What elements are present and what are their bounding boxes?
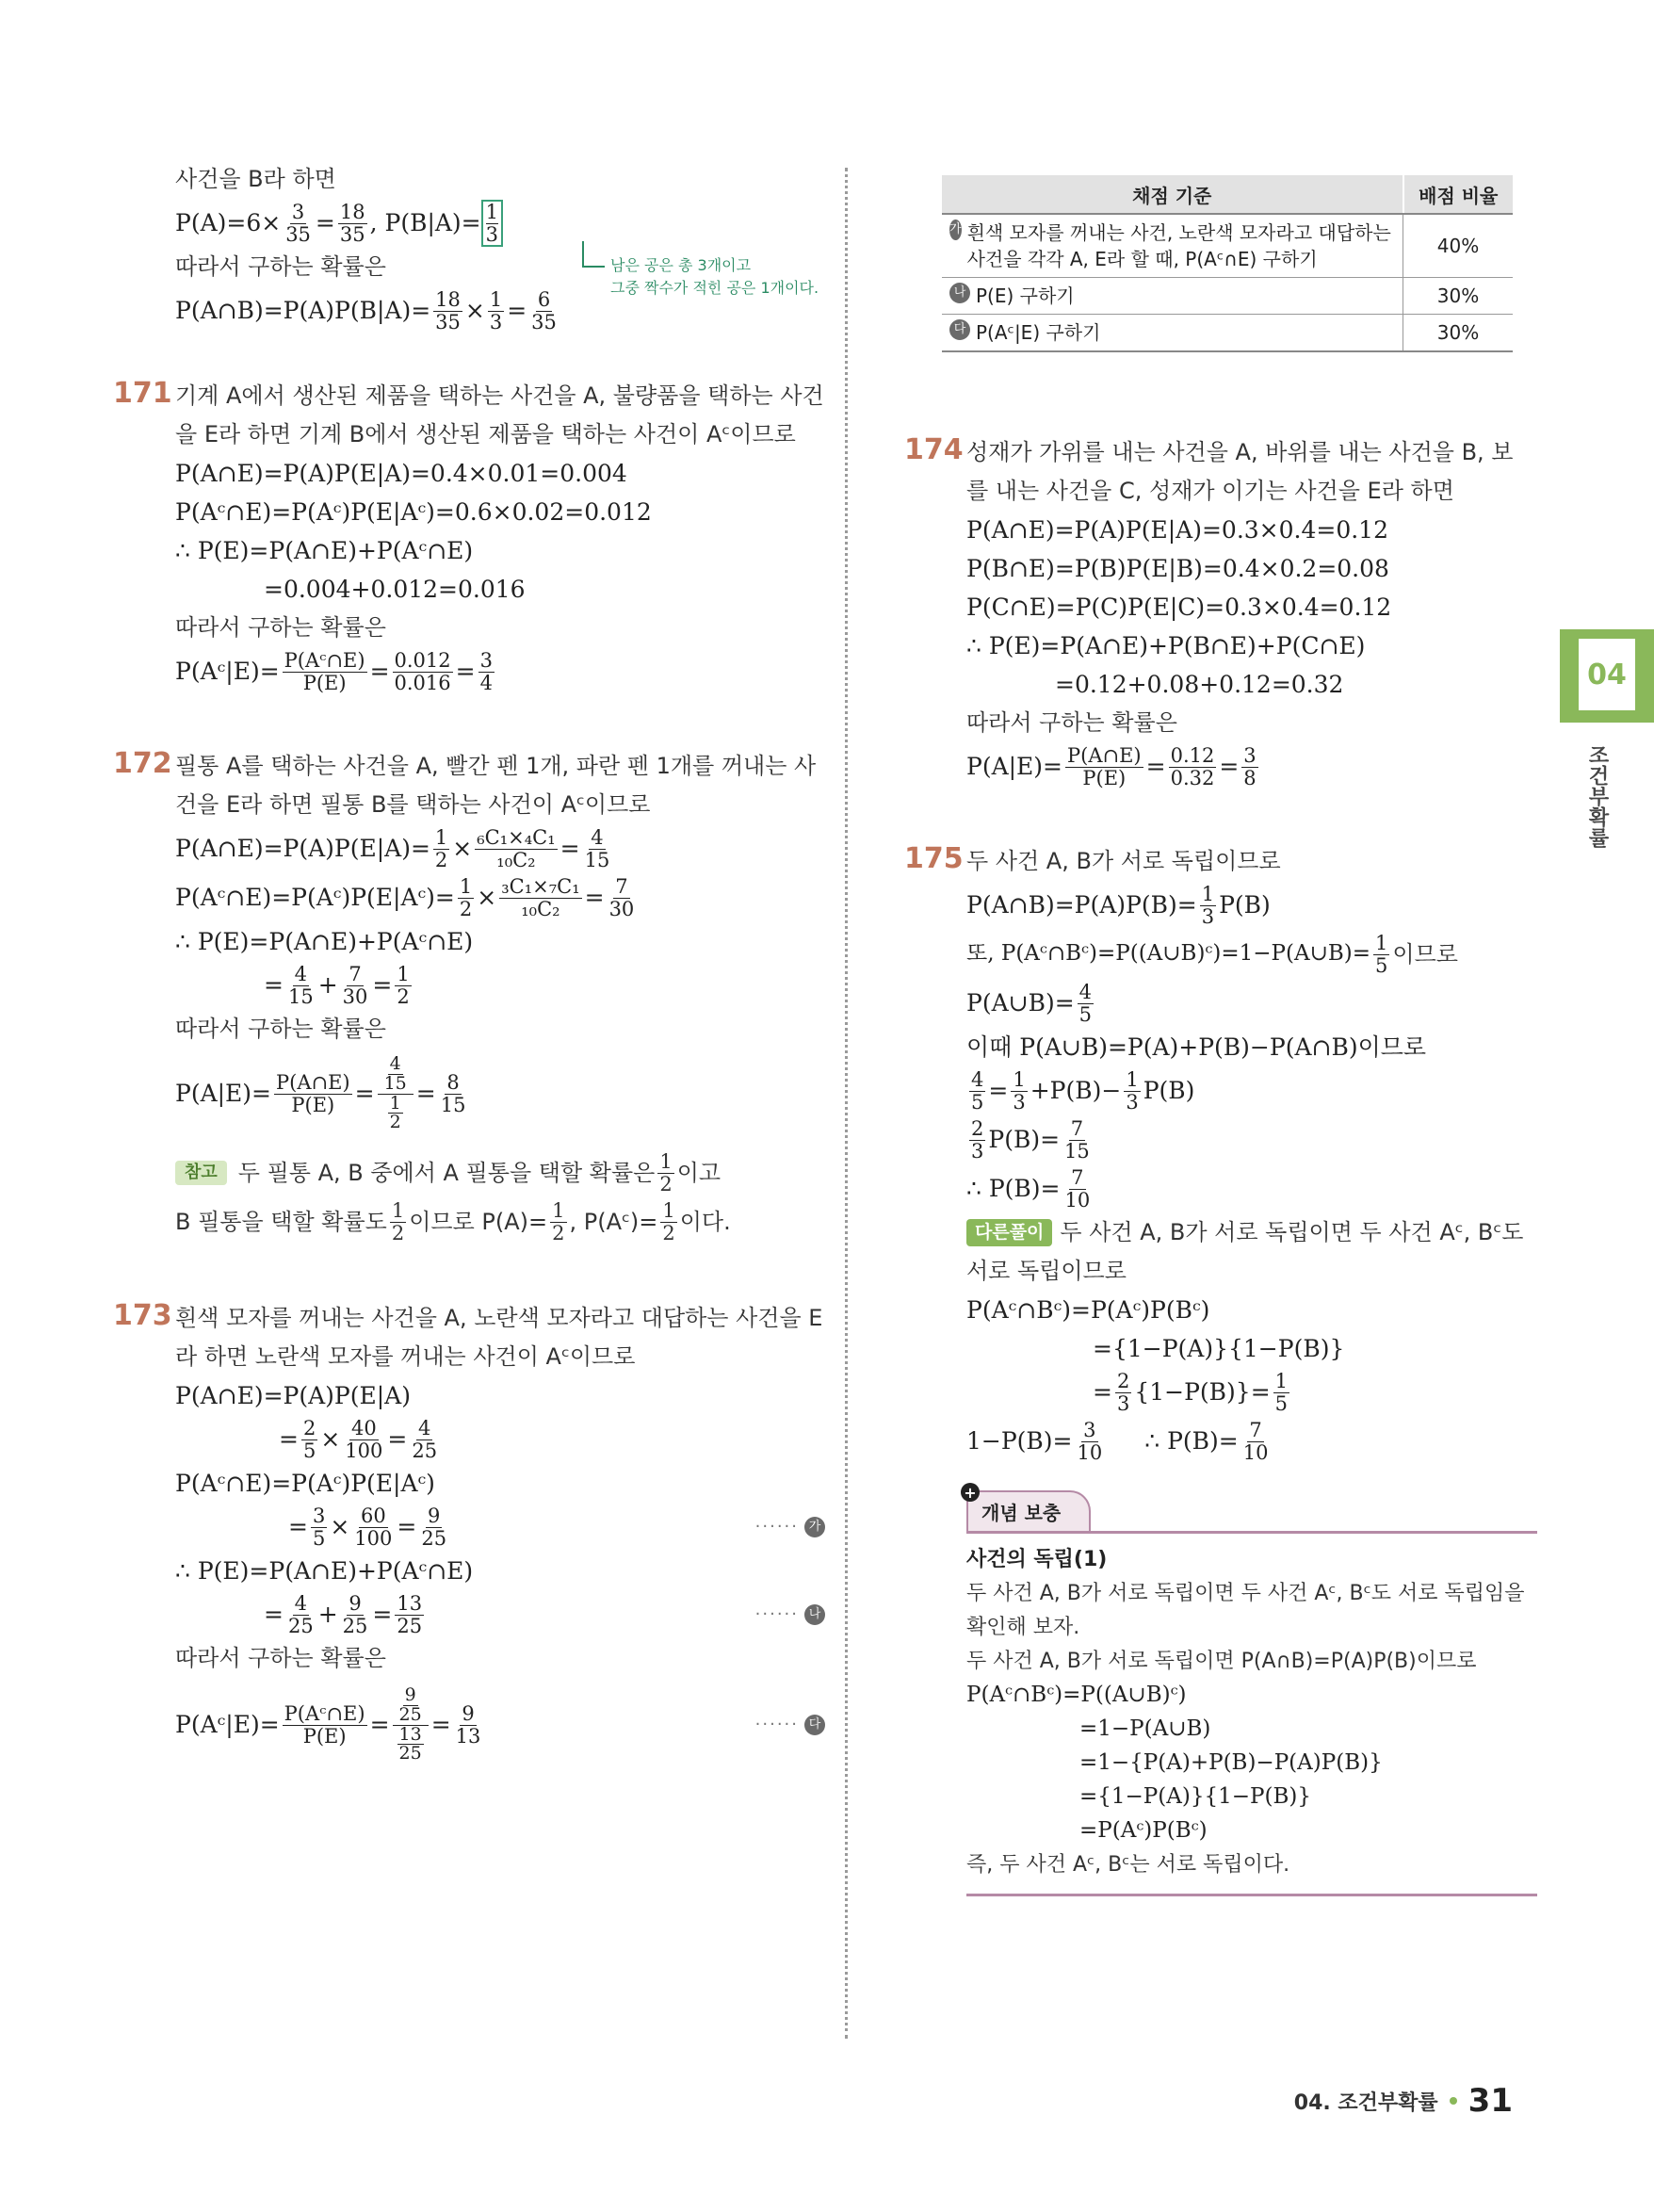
math-line: P(A|E)= $\frac{P(A\cap E)}{P(E)}$ = $\frac{\frac{4}{15}}{\frac{1}{2}}$ = $\frac{8}{15}$	[175, 1052, 466, 1133]
math-line: P(Aᶜ|E)= $\frac{\text{P(Aᶜ∩E)}}{P(E)}$ = $\frac{0.012}{0.016}$ = $\frac{3}{4}$	[175, 649, 493, 694]
math-line: =0.004+0.012=0.016	[264, 575, 526, 603]
arrow-icon	[582, 241, 605, 268]
solution-170-tail	[175, 160, 825, 335]
column-divider	[845, 168, 848, 2039]
math-line: P(A∩E)=P(A)P(E|A)=0.3×0.4=0.12	[966, 515, 1388, 544]
math-line: = $\frac{2}{3}$ {1−P(B)}= $\frac{1}{5}$	[1093, 1370, 1289, 1415]
math-line: P(A)=6× $\frac{3}{35}$ = $\frac{18}{35}$ , P(B|A)= $\frac{1}{3}$	[175, 199, 825, 248]
math-line: =P(Aᶜ)P(Bᶜ)	[1079, 1818, 1208, 1844]
page-footer	[1294, 2082, 1513, 2120]
math-line: P(Aᶜ∩E)=P(Aᶜ)P(E|Aᶜ)=0.6×0.02=0.012	[175, 497, 652, 526]
text-line: 따라서 구하는 확률은	[175, 1645, 386, 1672]
problem-statement: 기계 A에서 생산된 제품을 택하는 사건을 A, 불량품을 택하는 사건을 E라 하면 기계 B에서 생산된 제품을 택하는 사건이 Aᶜ이므로	[175, 382, 824, 447]
text-line: 따라서 구하는 확률은	[966, 709, 1177, 737]
alt-solution-line: 다른풀이 두 사건 A, B가 서로 독립이면 두 사건 Aᶜ, Bᶜ도	[966, 1213, 1516, 1252]
concept-text: 두 사건 A, B가 서로 독립이면 P(A∩B)=P(A)P(B)이므로	[966, 1650, 1477, 1673]
fraction: $\frac{18}{35}$	[339, 201, 365, 246]
chapter-tab-label: 조건부확률	[1585, 744, 1609, 848]
text-line: 서로 독립이므로	[966, 1258, 1127, 1285]
problem-173	[113, 1299, 825, 1772]
hint-note: 남은 공은 총 3개이고 그중 짝수가 적힌 공은 1개이다.	[610, 256, 819, 297]
problem-number: 173	[113, 1299, 172, 1332]
table-header: 배점 비율	[1403, 175, 1514, 214]
table-row: 나 P(E) 구하기 30%	[942, 278, 1513, 315]
math-line: P(C∩E)=P(C)P(E|C)=0.3×0.4=0.12	[966, 593, 1392, 621]
math-line: P(Aᶜ∩Bᶜ)=P(Aᶜ)P(Bᶜ)	[966, 1295, 1210, 1324]
math-line: P(A∩B)=P(A)P(B)= $\frac{1}{3}$ P(B)	[966, 883, 1271, 928]
math-line: P(Aᶜ|E)= $\frac{\text{P(Aᶜ∩E)}}{P(E)}$ = $\frac{\frac{9}{25}}{\frac{13}{25}}$ = $\frac{9}{13}$ ······ 다	[175, 1678, 825, 1772]
math-line: = $\frac{3}{5}$ × $\frac{60}{100}$ = $\frac{9}{25}$ ······ 가	[175, 1503, 825, 1552]
math-line: $\frac{2}{3}$ P(B)= $\frac{7}{15}$	[971, 1117, 1090, 1163]
math-line: = $\frac{2}{5}$ × $\frac{40}{100}$ = $\frac{4}{25}$	[279, 1417, 438, 1462]
problem-175	[904, 842, 1525, 1896]
math-line: =1−{P(A)+P(B)−P(A)P(B)}	[1079, 1750, 1383, 1776]
text-line: 따라서 구하는 확률은	[175, 614, 386, 642]
problem-statement: 흰색 모자를 꺼내는 사건을 A, 노란색 모자라고 대답하는 사건을 E라 하면 노란색 모자를 꺼내는 사건이 Aᶜ이므로	[175, 1305, 823, 1370]
math-line: P(B∩E)=P(B)P(E|B)=0.4×0.2=0.08	[966, 554, 1389, 582]
math-line: P(Aᶜ∩Bᶜ)=P((A∪B)ᶜ)	[966, 1683, 1187, 1708]
math-line: ∴ P(E)=P(A∩E)+P(Aᶜ∩E)	[175, 927, 474, 955]
problem-statement: 성재가 가위를 내는 사건을 A, 바위를 내는 사건을 B, 보를 내는 사건을 C, 성재가 이기는 사건을 E라 하면	[966, 439, 1514, 504]
math-line: 또, P(Aᶜ∩Bᶜ)=P((A∪B)ᶜ)=1−P(A∪B)= $\frac{1}{5}$ 이므로	[966, 932, 1458, 977]
problem-number: 172	[113, 747, 172, 780]
concept-subtitle: 사건의 독립(1)	[966, 1547, 1108, 1571]
math-line: ={1−P(A)}{1−P(B)}	[1079, 1784, 1311, 1810]
left-column	[113, 160, 825, 1772]
problem-number: 174	[904, 433, 964, 466]
plus-icon: +	[961, 1483, 980, 1502]
problem-statement: 두 사건 A, B가 서로 독립이므로	[966, 848, 1281, 874]
math-line: P(A|E)= $\frac{P(A\cap E)}{P(E)}$ = $\frac{0.12}{0.32}$ = $\frac{3}{8}$	[966, 744, 1257, 789]
concept-box	[966, 1534, 1537, 1896]
highlight-box: $\frac{1}{3}$	[481, 200, 503, 246]
math-line: ∴ P(B)= $\frac{7}{10}$	[966, 1166, 1091, 1212]
math-line: ∴ P(E)=P(A∩E)+P(B∩E)+P(C∩E)	[966, 631, 1366, 659]
problem-number: 175	[904, 842, 964, 875]
step-marker: ······ 다	[755, 1715, 825, 1735]
compound-fraction: $\frac{\frac{9}{25}}{\frac{13}{25}}$	[393, 1686, 429, 1765]
problem-171	[113, 377, 825, 696]
note-line: 참고 두 필통 A, B 중에서 A 필통을 택할 확률은 $\frac{1}{2}$ 이고	[175, 1148, 825, 1197]
math-line: P(A∩E)=P(A)P(E|A)= $\frac{1}{2}$ × $\frac{\text{₆C₁×₄C₁}}{\text{₁₀C₂}}$ = $\frac{4}{15}$	[175, 826, 610, 871]
note-badge: 참고	[175, 1161, 227, 1185]
problem-172	[113, 747, 825, 1246]
compound-fraction: $\frac{\frac{4}{15}}{\frac{1}{2}}$	[378, 1055, 414, 1133]
chapter-tab: 04	[1560, 629, 1654, 720]
text-line: 따라서 구하는 확률은	[175, 1016, 386, 1043]
tab-rule	[1560, 720, 1654, 723]
concept-text: 즉, 두 사건 Aᶜ, Bᶜ는 서로 독립이다.	[966, 1853, 1290, 1877]
chapter-title: 04. 조건부확률	[1293, 2090, 1438, 2115]
math-line: ={1−P(A)}{1−P(B)}	[1093, 1334, 1345, 1362]
table-row: 다 P(Aᶜ|E) 구하기 30%	[942, 315, 1513, 352]
table-row: 가 흰색 모자를 꺼내는 사건, 노란색 모자라고 대답하는 사건을 각각 A, E라 할 때, P(Aᶜ∩E) 구하기 40%	[942, 214, 1513, 278]
math-line: P(A∩E)=P(A)P(E|A)	[175, 1381, 411, 1409]
math-line: 이때 P(A∪B)=P(A)+P(B)−P(A∩B)이므로	[966, 1033, 1427, 1061]
problem-number: 171	[113, 377, 172, 410]
math-line: P(A∩E)=P(A)P(E|A)=0.4×0.01=0.004	[175, 459, 627, 487]
text-line: 따라서 구하는 확률은	[175, 253, 386, 281]
concept-box-header: + 개념 보충	[966, 1490, 1537, 1534]
text-line: 사건을 B라 하면	[175, 166, 336, 193]
note-line: B 필통을 택할 확률도 $\frac{1}{2}$ 이므로 P(A)= $\frac{1}{2}$ , P(Aᶜ)= $\frac{1}{2}$ 이다.	[175, 1199, 731, 1244]
concept-text: 두 사건 A, B가 서로 독립이면 두 사건 Aᶜ, Bᶜ도 서로 독립임을 확인해 보자.	[966, 1582, 1525, 1639]
math-line: 1−P(B)= $\frac{3}{10}$ ∴ P(B)= $\frac{7}{10}$	[966, 1419, 1269, 1464]
problem-statement: 필통 A를 택하는 사건을 A, 빨간 펜 1개, 파란 펜 1개를 꺼내는 사건을 E라 하면 필통 B를 택하는 사건이 Aᶜ이므로	[175, 753, 817, 818]
problem-174	[904, 433, 1516, 791]
right-column	[904, 433, 1525, 1896]
bullet-icon	[1450, 2097, 1457, 2105]
step-marker: ······ 나	[755, 1604, 825, 1625]
math-line: =1−P(A∪B)	[1079, 1716, 1211, 1742]
math-line: = $\frac{4}{25}$ + $\frac{9}{25}$ = $\frac{13}{25}$ ······ 나	[175, 1590, 825, 1639]
alt-solution-badge: 다른풀이	[966, 1219, 1052, 1246]
math-line: ∴ P(E)=P(A∩E)+P(Aᶜ∩E)	[175, 1556, 474, 1585]
math-line: ∴ P(E)=P(A∩E)+P(Aᶜ∩E)	[175, 536, 474, 564]
math-line: P(A∪B)= $\frac{4}{5}$	[966, 981, 1093, 1026]
math-line: $\frac{4}{5}$ = $\frac{1}{3}$ +P(B)− $\frac{1}{3}$ P(B)	[971, 1068, 1195, 1114]
math-line: P(A∩B)=P(A)P(B|A)= $\frac{18}{35}$ × $\frac{1}{3}$ = $\frac{6}{35}$	[175, 288, 557, 333]
math-line: = $\frac{4}{15}$ + $\frac{7}{30}$ = $\frac{1}{2}$	[264, 963, 410, 1008]
math-line: =0.12+0.08+0.12=0.32	[1055, 670, 1344, 698]
math-line: P(Aᶜ∩E)=P(Aᶜ)P(E|Aᶜ)	[175, 1469, 435, 1497]
table-header: 채점 기준	[942, 175, 1403, 214]
math-line: P(Aᶜ∩E)=P(Aᶜ)P(E|Aᶜ)= $\frac{1}{2}$ × $\frac{\text{₃C₁×₇C₁}}{\text{₁₀C₂}}$ = $\frac{7}{30}$	[175, 875, 635, 920]
scoring-table	[942, 175, 1513, 352]
step-marker: ······ 가	[755, 1517, 825, 1537]
page-number: 31	[1468, 2082, 1513, 2120]
fraction: $\frac{3}{35}$	[285, 201, 311, 246]
